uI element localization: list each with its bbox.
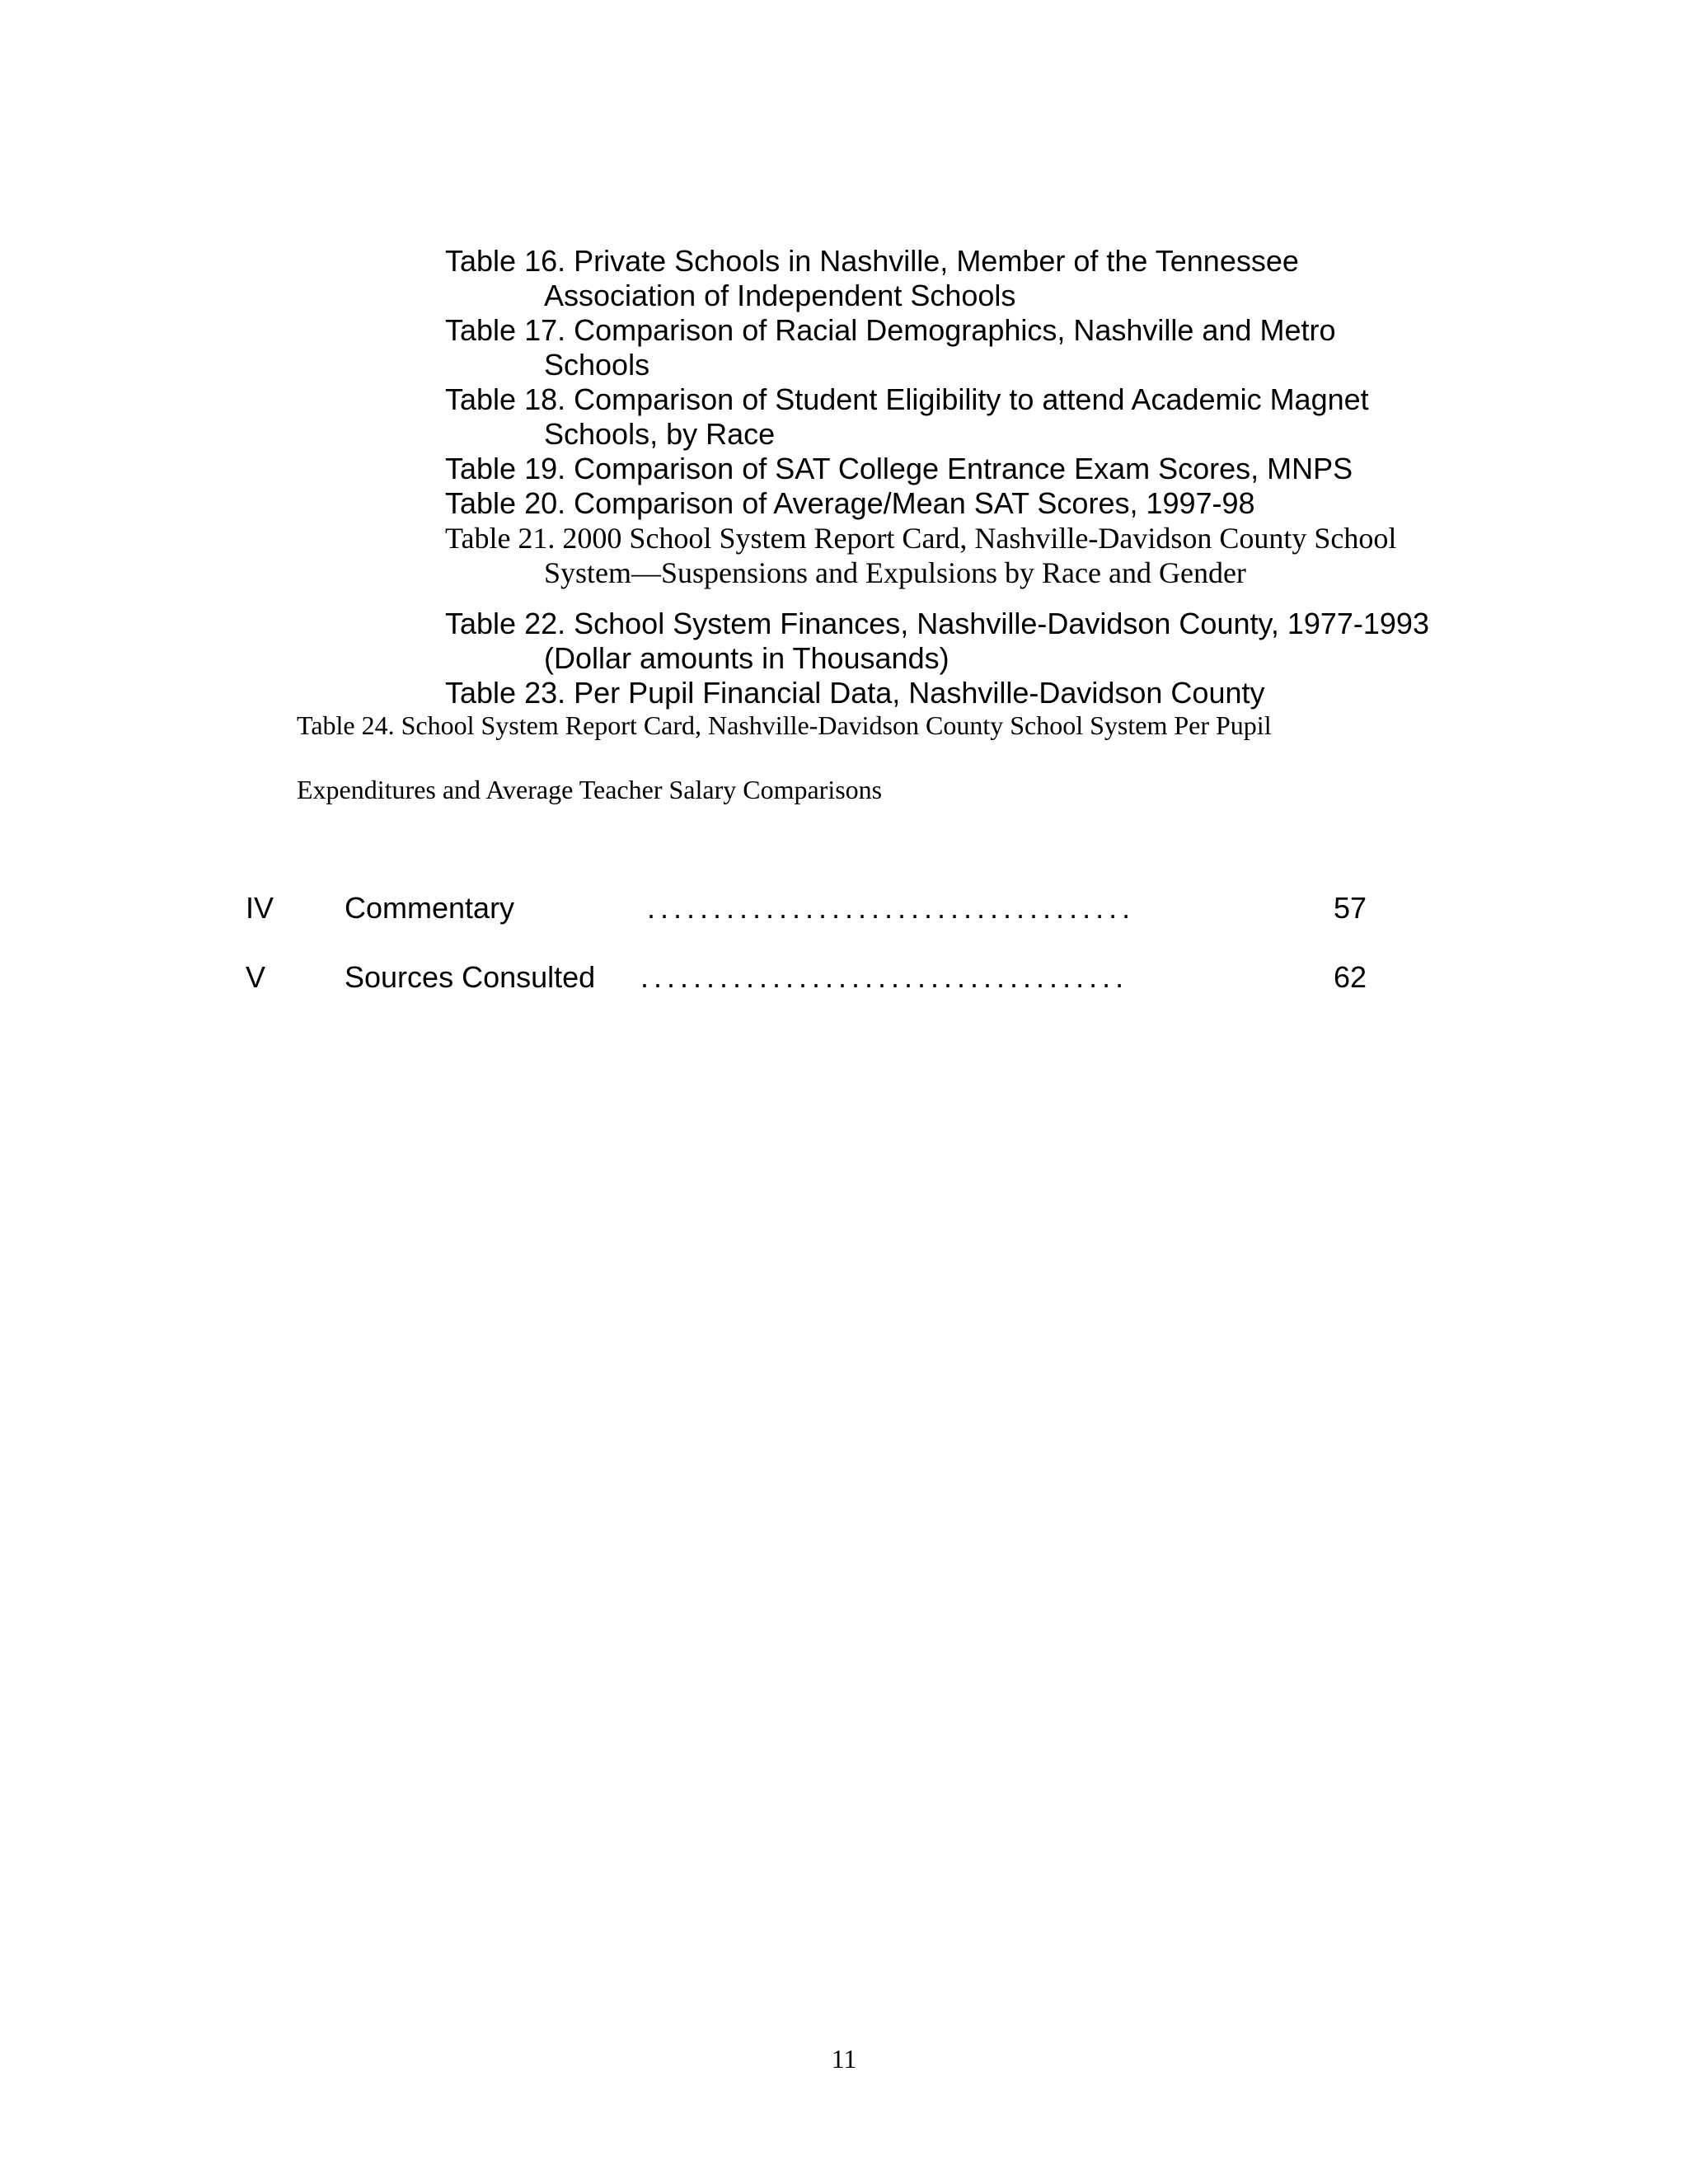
dot-leader: ..................................... [647, 891, 1136, 925]
table-entry-24-line1: Table 24. School System Report Card, Nashville-Davidson County School System Per Pupil [297, 710, 1272, 740]
table-entry-21: Table 21. 2000 School System Report Card, Nashville-Davidson County School System—Suspensions and Expulsions by Race and Gender [445, 522, 1397, 589]
table-entry-19: Table 19. Comparison of SAT College Entrance Exam Scores, MNPS [445, 452, 1353, 485]
table-entry-24-line2: Expenditures and Average Teacher Salary Comparisons [297, 775, 883, 804]
section-title: Commentary [345, 891, 515, 925]
section-page-number: 62 [1334, 960, 1367, 994]
page-number: 11 [831, 2044, 857, 2074]
section-title: Sources Consulted [345, 960, 596, 994]
table-entry-17: Table 17. Comparison of Racial Demographics, Nashville and Metro Schools [445, 313, 1336, 382]
section-number: V [246, 960, 266, 994]
table-entry-23: Table 23. Per Pupil Financial Data, Nashville-Davidson County [445, 676, 1265, 710]
table-list [445, 244, 1434, 710]
section-number: IV [246, 891, 274, 925]
toc-section-sources-consulted [246, 959, 1400, 996]
table-entry-22: Table 22. School System Finances, Nashville-Davidson County, 1977-1993 (Dollar amounts in Thousands) [445, 607, 1429, 675]
section-page-number: 57 [1334, 891, 1367, 925]
toc-section-commentary [246, 890, 1400, 926]
table-entry-18: Table 18. Comparison of Student Eligibility to attend Academic Magnet Schools, by Race [445, 382, 1369, 451]
dot-leader: ..................................... [640, 960, 1129, 994]
table-entry-16: Table 16. Private Schools in Nashville, Member of the Tennessee Association of Independent Schools [445, 244, 1299, 312]
table-entry-24 [297, 709, 1451, 806]
table-entry-20: Table 20. Comparison of Average/Mean SAT Scores, 1997-98 [445, 486, 1255, 520]
